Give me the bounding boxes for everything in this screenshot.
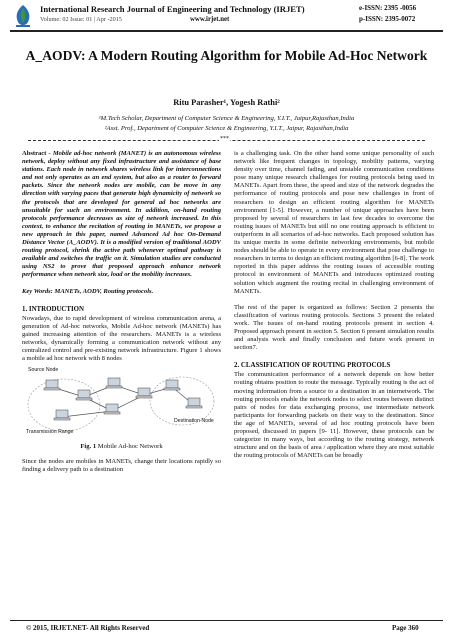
right-paragraph-3: The communication performance of a network depends on how better routing obtains position to route the message. Typically routing is the act of moving information from a source to a destination in an internetwork. The routing protocols enable the network nodes to select routes between distinct pairs of nodes for data exchanging process, use intermediate network participants for forwarding packets on their way to the destination. Since the age of MANETs, several of ad hoc routing protocols have been proposed, discussed in papers [9- 11]. However, these protocols can be categorize in many ways, but according to the routing strategy, network structure and on the basis of area / application where they are most suitable the routing protocols of MANETs can be broadly	[234, 371, 434, 460]
affiliation-2: ²Asst. Prof., Department of Computer Science & Engineering, Y.I.T., Jaipur, Rajasthan,India	[104, 125, 349, 132]
figure-caption	[22, 443, 221, 451]
abstract	[22, 150, 221, 280]
journal-header	[0, 0, 453, 38]
affiliation-1: ¹M.Tech Scholar, Department of Computer Science & Engineering, Y.I.T., Jaipur,Rajasthan,India	[98, 115, 355, 122]
figure-caption-number: Fig. 1	[80, 443, 97, 451]
footer-page-number: Page 360	[392, 624, 419, 632]
journal-website-link[interactable]: www.irjet.net	[190, 16, 230, 23]
header-divider	[10, 30, 443, 32]
footer-divider	[10, 620, 443, 621]
figure-source-node-label: Source Node	[28, 367, 59, 374]
title-separator-stars: ***	[220, 136, 229, 142]
right-paragraph-2: The rest of the paper is organized as follows: Section 2 presents the classification of various routing protocols. Sections 3 present the related work. The issues of on-hand routing protocols present in section 4. Proposed approach present in section 5. Section 6 present simulation results and analysis work and finally conclusion and future work present in section7.	[234, 303, 434, 352]
keywords-text: MANETs, AODV, Routing protocols.	[52, 287, 154, 295]
paper-authors: Ritu Parasher¹, Yogesh Rathi²	[173, 98, 280, 107]
e-issn: e-ISSN: 2395 -0056	[359, 4, 417, 12]
abstract-text: Mobile ad-hoc network (MANET) is an autonomous wireless network, deploy without any fixed infrastructure and assistance of base stations. Each node in network shares wireless link for interconnections and not only operates as an end system, but also as a router to forward packets. Since the network nodes are mobile, can be move in any direction with varying paces that generate high dynamicity of network so the protocols that are developed for general ad hoc networks are unsuitable for such an environment. In addition, on-hand routing protocols performance decreases as size of network increased. In this context, to enhance the recitation of routing in MANETs, we propose a new approach in this paper, named Advanced Ad hoc On-Demand Distance Vector (A_AODV). It is a modified version of traditional AODV routing protocol, shrink the active path whenever optimal pathway is available and switches the traffic on it. Simulation studies are conducted using NS2 to prove that proposed approach enhance network performance when network size, load or the mobility increases.	[22, 150, 221, 279]
intro-paragraph-2: Since the nodes are mobiles in MANETs, change their locations rapidly so finding a delivery path to a destination	[22, 458, 221, 474]
right-paragraph-1: is a challenging task. On the other hand some unique personality of such network like frequent changes in topology, mobility patterns, varying density over time, channel fading, and unstable communication conditions pose many unique research challenges for routing protocols being used in MANETs. Apart from these, the speed and size of the network degrades the performance of routing protocols and pose new challenges in front of researchers to design an efficient routing algorithm for MANETs environment [1-5]. However, a number of unique approaches have been proposed by several of researchers in last few decades to overcome the routing issues of MANETs but still no one routing approach is efficient to outperform in all scenarios of ad-hoc networks. Each proposed solution has its unique merits in some definite networking environments, but mobile nodes should be able to operate in every environment that pose challenge to researchers in terms to design an efficient routing algorithm [6-8]. The work reported in this paper address the routing issues of accessible routing protocol in environment of MANETs and introduces optimized routing solution which augment the routing recital in challenging environment of MANETs.	[234, 150, 434, 295]
journal-logo-icon	[12, 4, 34, 30]
footer-copyright: © 2015, IRJET.NET- All Rights Reserved	[26, 624, 150, 632]
volume-issue: Volume: 02 Issue: 01 | Apr -2015	[40, 16, 122, 23]
keywords	[22, 288, 221, 296]
section-heading-introduction: 1. INTRODUCTION	[22, 305, 85, 313]
intro-paragraph-1: Nowadays, due to rapid development of wireless communication arena, a generation of Ad-hoc networks, Mobile Ad-hoc network (MANETs) has gained increasing attention of the researchers. MANETs is a wireless networks, dynamically forming a communication network without any centralized control and pre-existing network infrastructure. Figure 1 shows a mobile ad hoc network with 8 nodes	[22, 314, 221, 363]
journal-name: International Research Journal of Engineering and Technology (IRJET)	[40, 4, 305, 14]
keywords-label: Key Words:	[22, 287, 53, 295]
right-column	[234, 150, 434, 460]
section-heading-classification: 2. CLASSIFICATION OF ROUTING PROTOCOLS	[234, 362, 391, 370]
figure-transmission-range-label: Transmission Range	[26, 429, 74, 436]
p-issn: p-ISSN: 2395-0072	[359, 15, 416, 23]
paper-title: A_AODV: A Modern Routing Algorithm for Mobile Ad-Hoc Network	[25, 48, 428, 63]
figure-destination-node-label: Destination Node	[174, 418, 214, 425]
left-column	[22, 150, 221, 475]
figure-manet-diagram	[22, 365, 221, 443]
abstract-label: Abstract -	[22, 150, 51, 157]
figure-caption-text: Mobile Ad-hoc Network	[96, 443, 163, 451]
